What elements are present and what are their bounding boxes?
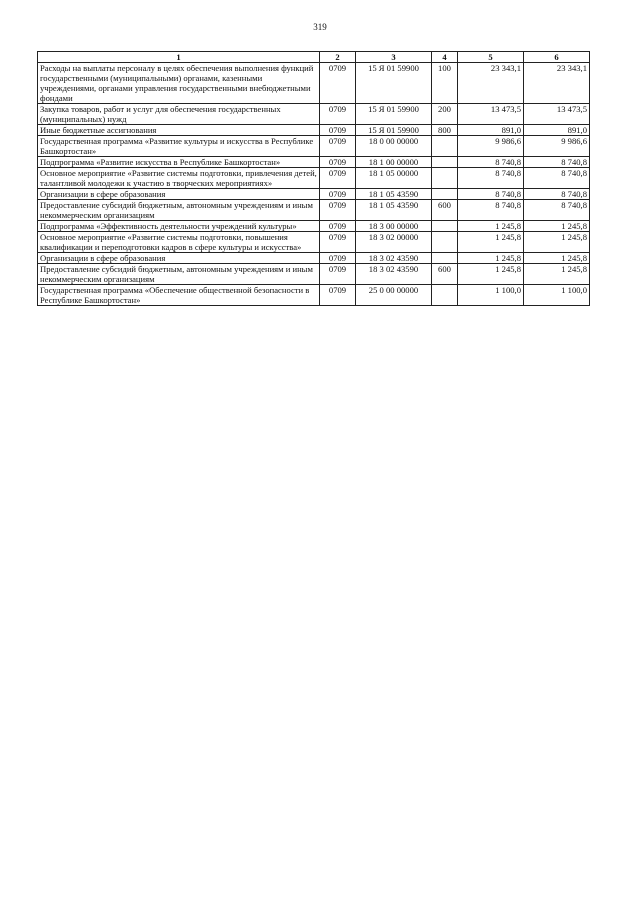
table-row — [38, 157, 590, 168]
row-type — [432, 168, 458, 189]
row-sum-1: 8 740,8 — [458, 200, 524, 221]
row-name: Государственная программа «Обеспечение общественной безопасности в Республике Башкортостан» — [38, 285, 320, 306]
row-sum-2: 23 343,1 — [524, 63, 590, 104]
row-sum-2: 8 740,8 — [524, 200, 590, 221]
row-sum-2: 8 740,8 — [524, 168, 590, 189]
row-sum-2: 1 100,0 — [524, 285, 590, 306]
table-row — [38, 189, 590, 200]
row-sum-1: 23 343,1 — [458, 63, 524, 104]
row-article: 18 1 00 00000 — [356, 157, 432, 168]
row-type: 100 — [432, 63, 458, 104]
row-sum-1: 1 245,8 — [458, 253, 524, 264]
row-section: 0709 — [320, 200, 356, 221]
row-type — [432, 189, 458, 200]
table-row — [38, 285, 590, 306]
row-section: 0709 — [320, 285, 356, 306]
row-article: 15 Я 01 59900 — [356, 104, 432, 125]
row-article: 18 3 00 00000 — [356, 221, 432, 232]
column-header: 4 — [432, 52, 458, 63]
row-section: 0709 — [320, 136, 356, 157]
table-row — [38, 253, 590, 264]
row-section: 0709 — [320, 168, 356, 189]
row-type: 600 — [432, 264, 458, 285]
row-sum-1: 8 740,8 — [458, 189, 524, 200]
table-row — [38, 200, 590, 221]
row-sum-2: 1 245,8 — [524, 264, 590, 285]
row-type — [432, 253, 458, 264]
row-type: 800 — [432, 125, 458, 136]
row-name: Предоставление субсидий бюджетным, автономным учреждениям и иным некоммерческим организациям — [38, 200, 320, 221]
row-sum-1: 8 740,8 — [458, 168, 524, 189]
row-name: Закупка товаров, работ и услуг для обеспечения государственных (муниципальных) нужд — [38, 104, 320, 125]
row-sum-1: 13 473,5 — [458, 104, 524, 125]
row-section: 0709 — [320, 63, 356, 104]
row-article: 15 Я 01 59900 — [356, 125, 432, 136]
row-name: Организации в сфере образования — [38, 189, 320, 200]
row-sum-1: 1 245,8 — [458, 221, 524, 232]
row-name: Основное мероприятие «Развитие системы подготовки, привлечения детей, талантливой молодежи к участию в творческих мероприятиях» — [38, 168, 320, 189]
row-article: 18 3 02 43590 — [356, 264, 432, 285]
column-header: 3 — [356, 52, 432, 63]
page-number: 319 — [313, 22, 327, 32]
row-sum-2: 9 986,6 — [524, 136, 590, 157]
row-type — [432, 221, 458, 232]
row-article: 15 Я 01 59900 — [356, 63, 432, 104]
row-name: Государственная программа «Развитие культуры и искусства в Республике Башкортостан» — [38, 136, 320, 157]
row-name: Основное мероприятие «Развитие системы подготовки, повышения квалификации и переподготовки кадров в сфере культуры и искусства» — [38, 232, 320, 253]
row-sum-2: 1 245,8 — [524, 221, 590, 232]
table-row — [38, 104, 590, 125]
row-section: 0709 — [320, 253, 356, 264]
column-header: 2 — [320, 52, 356, 63]
row-article: 18 1 05 00000 — [356, 168, 432, 189]
row-section: 0709 — [320, 189, 356, 200]
row-section: 0709 — [320, 264, 356, 285]
row-section: 0709 — [320, 157, 356, 168]
row-article: 25 0 00 00000 — [356, 285, 432, 306]
row-type — [432, 232, 458, 253]
row-sum-2: 8 740,8 — [524, 157, 590, 168]
table-row — [38, 232, 590, 253]
table-row — [38, 221, 590, 232]
row-article: 18 1 05 43590 — [356, 200, 432, 221]
row-article: 18 0 00 00000 — [356, 136, 432, 157]
row-sum-1: 1 245,8 — [458, 264, 524, 285]
row-sum-2: 1 245,8 — [524, 253, 590, 264]
row-section: 0709 — [320, 104, 356, 125]
table-row — [38, 63, 590, 104]
row-sum-2: 8 740,8 — [524, 189, 590, 200]
row-sum-2: 1 245,8 — [524, 232, 590, 253]
row-article: 18 1 05 43590 — [356, 189, 432, 200]
row-name: Расходы на выплаты персоналу в целях обеспечения выполнения функций государственными (муниципальными) органами, казенными учреждениями, органами управления государственными внебюджетными фондами — [38, 63, 320, 104]
row-name: Подпрограмма «Развитие искусства в Республике Башкортостан» — [38, 157, 320, 168]
row-sum-1: 1 100,0 — [458, 285, 524, 306]
row-section: 0709 — [320, 232, 356, 253]
row-type: 600 — [432, 200, 458, 221]
budget-table — [37, 51, 590, 306]
row-type: 200 — [432, 104, 458, 125]
row-name: Организации в сфере образования — [38, 253, 320, 264]
row-type — [432, 136, 458, 157]
table-header-row — [38, 52, 590, 63]
row-sum-1: 891,0 — [458, 125, 524, 136]
column-header: 6 — [524, 52, 590, 63]
row-article: 18 3 02 43590 — [356, 253, 432, 264]
row-sum-1: 9 986,6 — [458, 136, 524, 157]
row-sum-2: 891,0 — [524, 125, 590, 136]
row-sum-1: 8 740,8 — [458, 157, 524, 168]
table-row — [38, 125, 590, 136]
row-sum-2: 13 473,5 — [524, 104, 590, 125]
row-sum-1: 1 245,8 — [458, 232, 524, 253]
row-article: 18 3 02 00000 — [356, 232, 432, 253]
column-header: 1 — [38, 52, 320, 63]
table-row — [38, 264, 590, 285]
row-name: Иные бюджетные ассигнования — [38, 125, 320, 136]
table-row — [38, 136, 590, 157]
row-name: Подпрограмма «Эффективность деятельности учреждений культуры» — [38, 221, 320, 232]
row-type — [432, 285, 458, 306]
column-header: 5 — [458, 52, 524, 63]
table-row — [38, 168, 590, 189]
row-section: 0709 — [320, 221, 356, 232]
row-type — [432, 157, 458, 168]
row-name: Предоставление субсидий бюджетным, автономным учреждениям и иным некоммерческим организациям — [38, 264, 320, 285]
row-section: 0709 — [320, 125, 356, 136]
